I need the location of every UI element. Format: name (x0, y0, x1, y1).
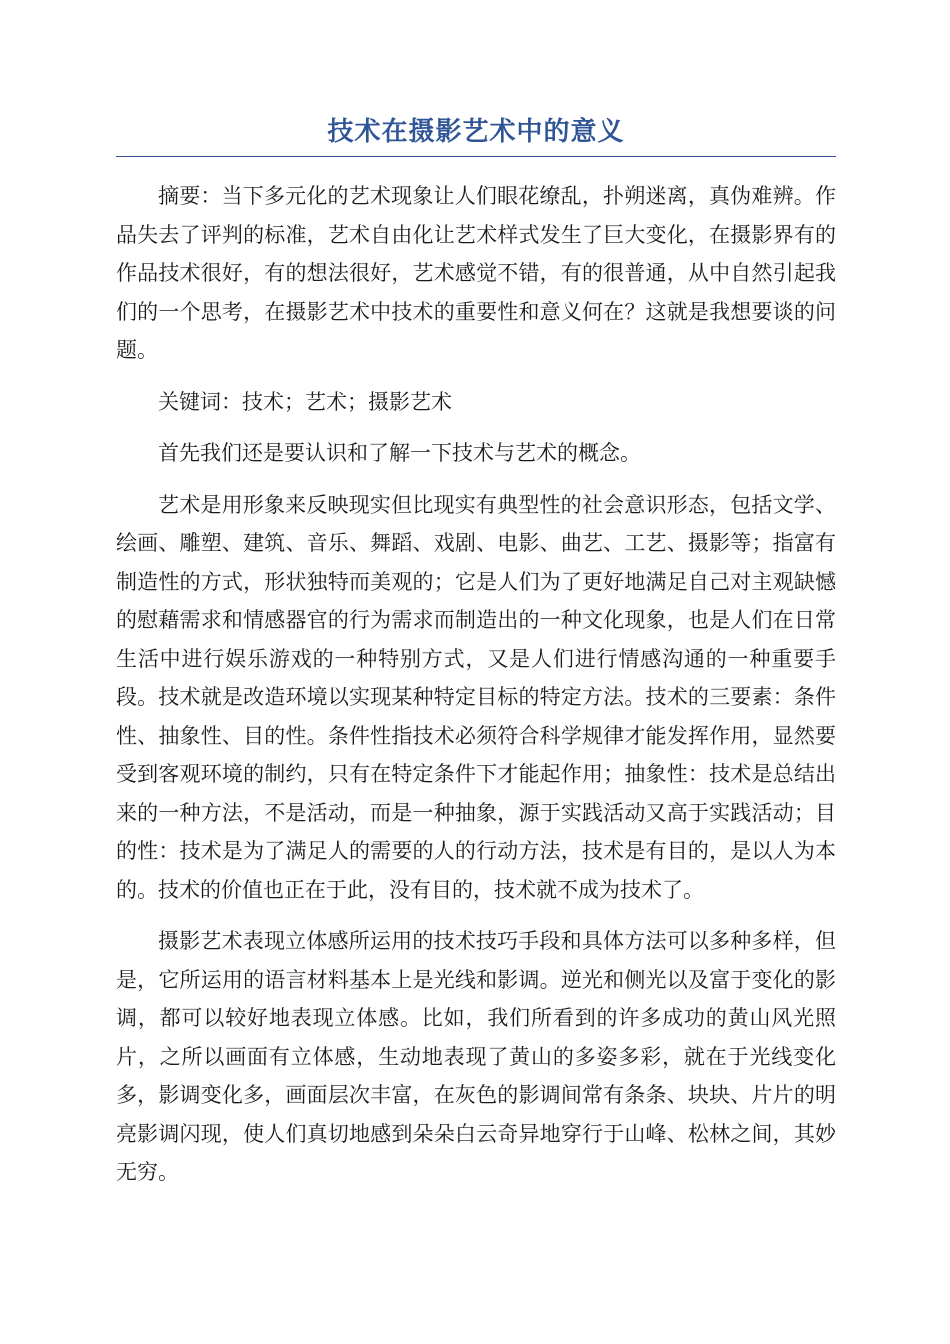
intro-paragraph: 首先我们还是要认识和了解一下技术与艺术的概念。 (158, 441, 641, 465)
document-title: 技术在摄影艺术中的意义 (327, 117, 625, 147)
title-underline (116, 156, 836, 157)
keywords-line: 关键词：技术；艺术；摄影艺术 (158, 389, 452, 414)
body-paragraph-art-technique: 艺术是用形象来反映现实但比现实有典型性的社会意识形态，包括文学、绘画、雕塑、建筑、音乐、舞蹈、戏剧、电影、曲艺、工艺、摄影等；指富有制造性的方式，形状独特而美观的；它是人们为了更好地满足自己对主观缺憾的慰藉需求和情感器官的行为需求而制造出的一种文化现象，也是人们在日常生活中进行娱乐游戏的一种特别方式，又是人们进行情感沟通的一种重要手段。技术就是改造环境以实现某种特定目标的特定方法。技术的三要素：条件性、抽象性、目的性。条件性指技术必须符合科学规律才能发挥作用，显然要受到客观环境的制约，只有在特定条件下才能起作用；抽象性：技术是总结出来的一种方法，不是活动，而是一种抽象，源于实践活动又高于实践活动；目的性：技术是为了满足人的需要的人的行动方法，技术是有目的，是以人为本的。技术的价值也正在于此，没有目的，技术就不成为技术了。 (116, 492, 836, 902)
body-paragraph-photography: 摄影艺术表现立体感所运用的技术技巧手段和具体方法可以多种多样，但是，它所运用的语言材料基本上是光线和影调。逆光和侧光以及富于变化的影调，都可以较好地表现立体感。比如，我们所看到的许多成功的黄山风光照片，之所以画面有立体感，生动地表现了黄山的多姿多彩，就在于光线变化多，影调变化多，画面层次丰富，在灰色的影调间常有条条、块块、片片的明亮影调闪现，使人们真切地感到朵朵白云奇异地穿行于山峰、松林之间，其妙无穷。 (116, 929, 836, 1184)
abstract-paragraph: 摘要：当下多元化的艺术现象让人们眼花缭乱，扑朔迷离，真伪难辨。作品失去了评判的标准，艺术自由化让艺术样式发生了巨大变化，在摄影界有的作品技术很好，有的想法很好，艺术感觉不错，有的很普通，从中自然引起我们的一个思考，在摄影艺术中技术的重要性和意义何在？这就是我想要谈的问题。 (116, 184, 836, 362)
